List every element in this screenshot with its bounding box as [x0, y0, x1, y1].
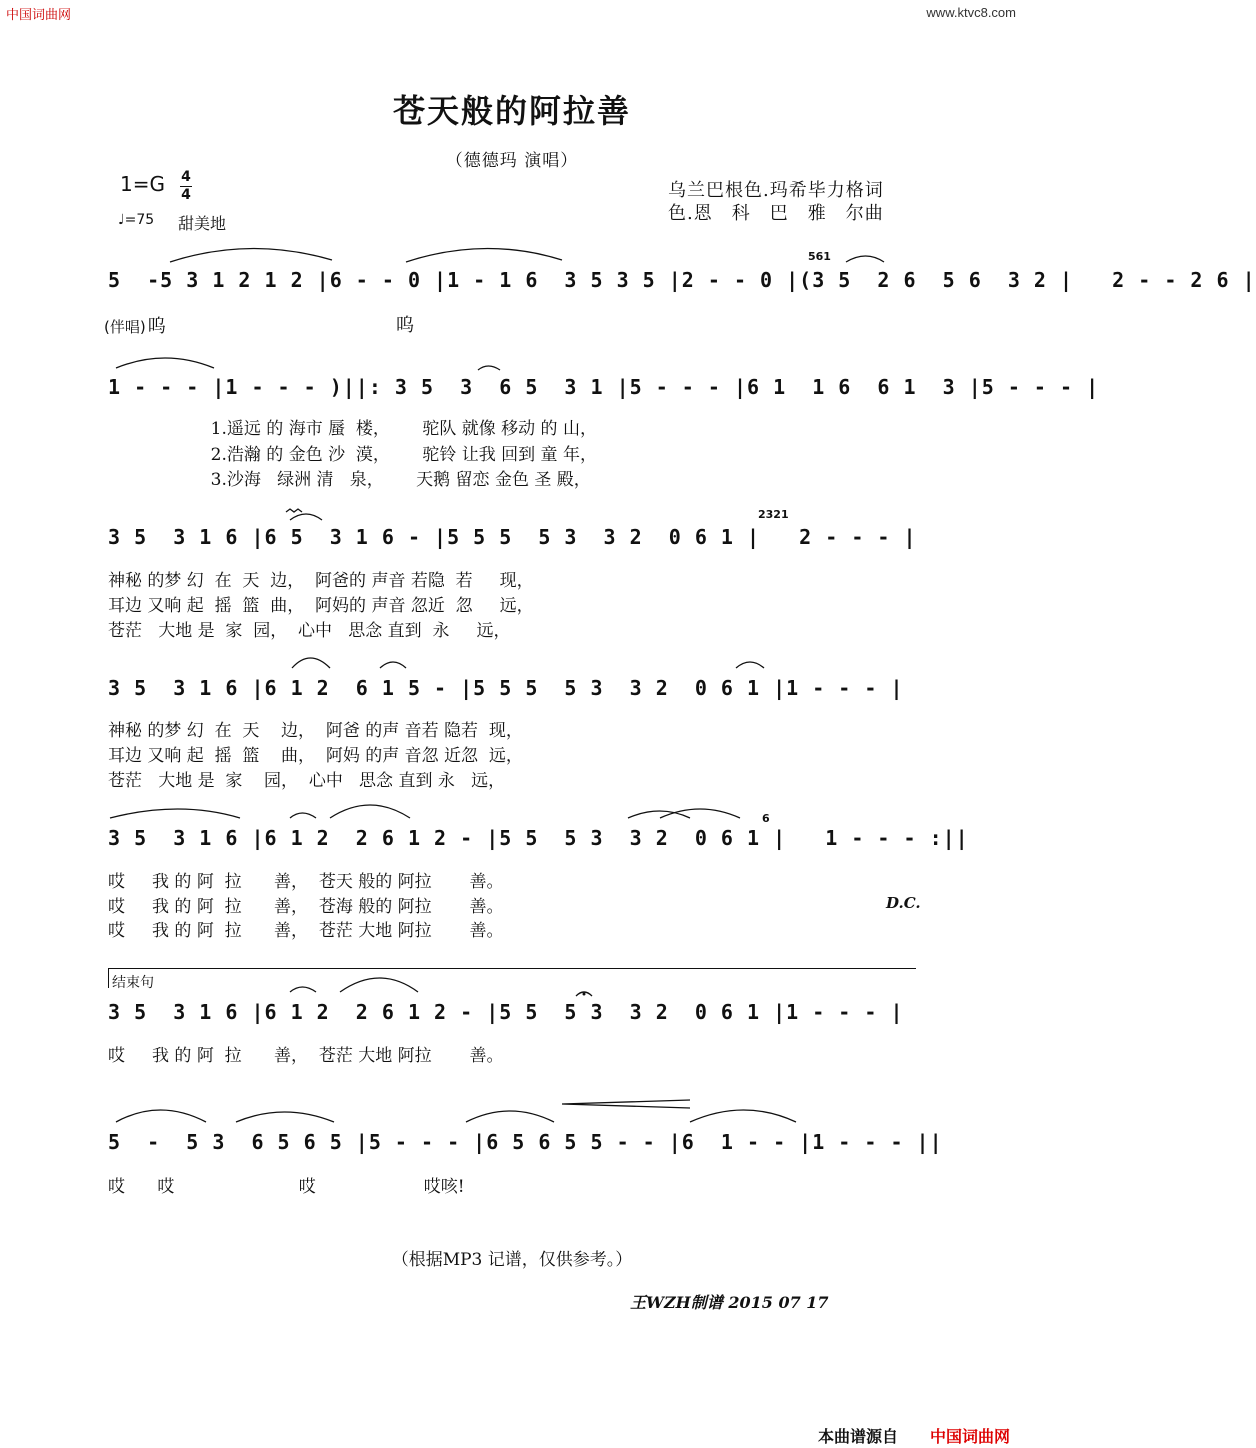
slur-arc [330, 805, 410, 818]
slur-arc [466, 1111, 554, 1122]
slur-arc [170, 248, 332, 262]
slur-arc [478, 366, 500, 370]
fermata-dot [583, 993, 586, 996]
slur-arc [116, 1110, 206, 1122]
slur-arc [406, 248, 562, 262]
lyrics-row-4-verse-1: 神秘 的梦 幻 在 天 边， 阿爸 的声 音若 隐若 现， [108, 721, 523, 741]
lyrics-row-3-verse-1: 神秘 的梦 幻 在 天 边， 阿爸的 声音 若隐 若 现， [108, 571, 534, 591]
slur-arc [290, 813, 316, 818]
tempo-marking: ♩=75 [118, 212, 155, 228]
source-label: 本曲谱源自 [818, 1427, 899, 1446]
lyrics-row-4-verse-3: 苍茫 大地 是 家 园， 心中 思念 直到 永 远， [108, 771, 506, 791]
slur-arc [628, 811, 690, 818]
lyrics-row-3-verse-3: 苍茫 大地 是 家 园， 心中 思念 直到 永 远， [108, 621, 511, 641]
song-singer: （德德玛 演唱） [445, 151, 579, 171]
slur-arc [290, 514, 322, 520]
score-row-7: 5 - 5 3 6 5 6 5 |5 - - - |6 5 6 5 5 - - |6 1 - - |1 - - - || [108, 1130, 943, 1154]
slur-arc [292, 658, 330, 668]
lyrics-row-2-verse-3: 3.沙海 绿洲 清 泉， 天鹅 留恋 金色 圣 殿， [108, 470, 591, 490]
slur-arc [380, 662, 406, 668]
arranger-signature: 王WZH制谱 2015 07 17 [630, 1293, 829, 1312]
accomp-word-2: 呜 [396, 315, 414, 336]
score-row-4: 3 5 3 1 6 |6 1 2 6 1 5 - |5 5 5 5 3 3 2 0 6 1 |1 - - - | [108, 676, 904, 700]
lyrics-row-7: 哎 哎 哎 哎咳! [108, 1177, 465, 1197]
slur-arc [690, 1110, 796, 1122]
transcription-note: （根据MP3 记谱，仅供参考。） [391, 1250, 633, 1270]
score-row-3: 3 5 3 1 6 |6 5 3 1 6 - |5 5 5 5 3 3 2 0 6 1 | 2 - - - | [108, 525, 917, 549]
site-logo-left[interactable]: 中国词曲网 [6, 8, 72, 23]
meter-bottom: 4 [181, 187, 191, 203]
composer-credit: 色.恩 科 巴 雅 尔曲 [668, 203, 884, 224]
slur-arc [846, 256, 884, 262]
score-row-6: 3 5 3 1 6 |6 1 2 2 6 1 2 - |5 5 5 3 3 2 0 6 1 |1 - - - | [108, 1000, 904, 1024]
slur-arc [236, 1112, 334, 1122]
accomp-word-1: 呜 [147, 316, 166, 337]
score-row-2: 1 - - - |1 - - - )||: 3 5 3 6 5 3 1 |5 - - - |6 1 1 6 6 1 3 |5 - - - | [108, 375, 1100, 399]
trill-mark [286, 509, 302, 512]
site-url-right[interactable]: www.ktvc8.com [926, 5, 1016, 20]
lyrics-row-5-verse-3: 哎 我 的 阿 拉 善， 苍茫 大地 阿拉 善。 [108, 921, 504, 941]
slur-arc [290, 987, 316, 992]
lyrics-row-2-verse-2: 2.浩瀚 的 金色 沙 漠， 驼铃 让我 回到 童 年， [108, 445, 597, 465]
lyrics-row-4-verse-2: 耳边 又响 起 摇 篮 曲， 阿妈 的声 音忽 近忽 远， [108, 746, 523, 766]
da-capo-mark: D.C. [886, 894, 921, 912]
slur-arc [340, 978, 418, 992]
lyrics-row-5-verse-1: 哎 我 的 阿 拉 善， 苍天 般的 阿拉 善。 [108, 872, 504, 892]
grace-notes-row-3: 2321 [758, 508, 789, 521]
slur-arc [660, 809, 740, 818]
slur-arc [116, 358, 214, 368]
slur-arc [736, 662, 764, 668]
key-signature: 1=G [120, 172, 165, 196]
ending-label: 结束句 [112, 975, 154, 991]
slur-arc [110, 809, 240, 818]
grace-notes-row-5: 6 [762, 812, 770, 825]
score-row-5: 3 5 3 1 6 |6 1 2 2 6 1 2 - |5 5 5 3 3 2 0 6 1 | 1 - - - :|| [108, 826, 969, 850]
crescendo-mark [562, 1100, 690, 1108]
lyrics-row-5-verse-2: 哎 我 的 阿 拉 善， 苍海 般的 阿拉 善。 [108, 897, 504, 917]
lyricist-credit: 乌兰巴根色.玛希毕力格词 [668, 180, 884, 201]
lyrics-row-2-verse-1: 1.遥远 的 海市 蜃 楼， 驼队 就像 移动 的 山， [108, 419, 597, 439]
expression-marking: 甜美地 [178, 214, 227, 233]
grace-notes-row-1: 561 [808, 250, 831, 263]
song-title: 苍天般的阿拉善 [392, 92, 631, 130]
score-row-1: 5 -5 3 1 2 1 2 |6 - - 0 |1 - 1 6 3 5 3 5 |2 - - 0 |(3 5 2 6 5 6 3 2 | 2 - - 2 6 | [108, 268, 1256, 292]
lyrics-row-3-verse-2: 耳边 又响 起 摇 篮 曲， 阿妈的 声音 忽近 忽 远， [108, 596, 534, 616]
meter-top: 4 [181, 169, 191, 185]
source-site-link[interactable]: 中国词曲网 [930, 1427, 1011, 1446]
lyrics-row-6: 哎 我 的 阿 拉 善， 苍茫 大地 阿拉 善。 [108, 1046, 504, 1066]
accomp-label-text: (伴唱) [104, 318, 146, 336]
